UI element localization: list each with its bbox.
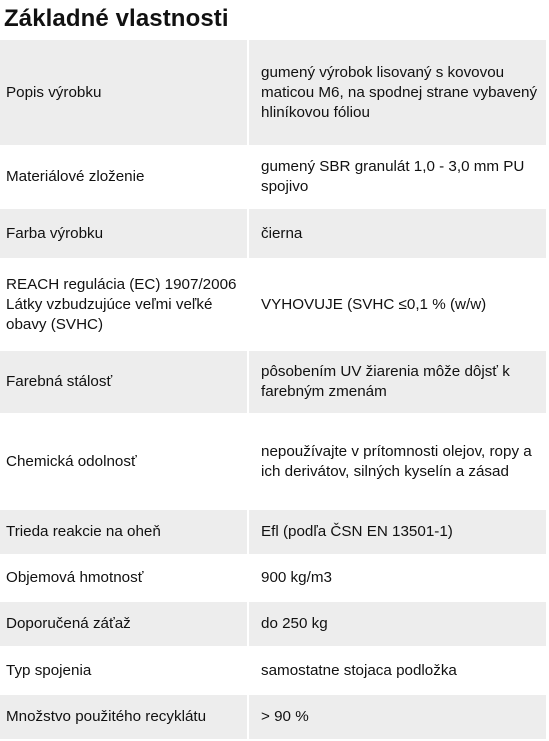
properties-table [0,40,548,741]
page-title: Základné vlastnosti [4,5,229,32]
table-row [0,350,547,414]
property-label: Popis výrobku [0,40,248,146]
table-row [0,509,547,555]
property-label: Doporučená záťaž [0,601,248,647]
table-row [0,414,547,509]
property-value: gumený SBR granulát 1,0 - 3,0 mm PU spojivo [248,146,547,208]
property-label: REACH regulácia (EC) 1907/2006 Látky vzbudzujúce veľmi veľké obavy (SVHC) [0,259,248,350]
table-row [0,259,547,350]
property-value: čierna [248,208,547,259]
table-row [0,694,547,740]
table-row [0,208,547,259]
property-value: > 90 % [248,694,547,740]
property-label: Farba výrobku [0,208,248,259]
table-row [0,146,547,208]
property-value: samostatne stojaca podložka [248,647,547,694]
property-label: Objemová hmotnosť [0,555,248,601]
property-value: Efl (podľa ČSN EN 13501-1) [248,509,547,555]
property-value: nepoužívajte v prítomnosti olejov, ropy a ich derivátov, silných kyselín a zásad [248,414,547,509]
property-value: pôsobením UV žiarenia môže dôjsť k farebným zmenám [248,350,547,414]
table-row [0,601,547,647]
property-label: Chemická odolnosť [0,414,248,509]
property-label: Farebná stálosť [0,350,248,414]
property-value: 900 kg/m3 [248,555,547,601]
property-label: Trieda reakcie na oheň [0,509,248,555]
property-label: Materiálové zloženie [0,146,248,208]
property-value: gumený výrobok lisovaný s kovovou maticou M6, na spodnej strane vybavený hliníkovou fóliou [248,40,547,146]
table-row [0,647,547,694]
property-label: Typ spojenia [0,647,248,694]
table-row [0,555,547,601]
table-row [0,40,547,146]
property-value: VYHOVUJE (SVHC ≤0,1 % (w/w) [248,259,547,350]
property-value: do 250 kg [248,601,547,647]
property-label: Množstvo použitého recyklátu [0,694,248,740]
